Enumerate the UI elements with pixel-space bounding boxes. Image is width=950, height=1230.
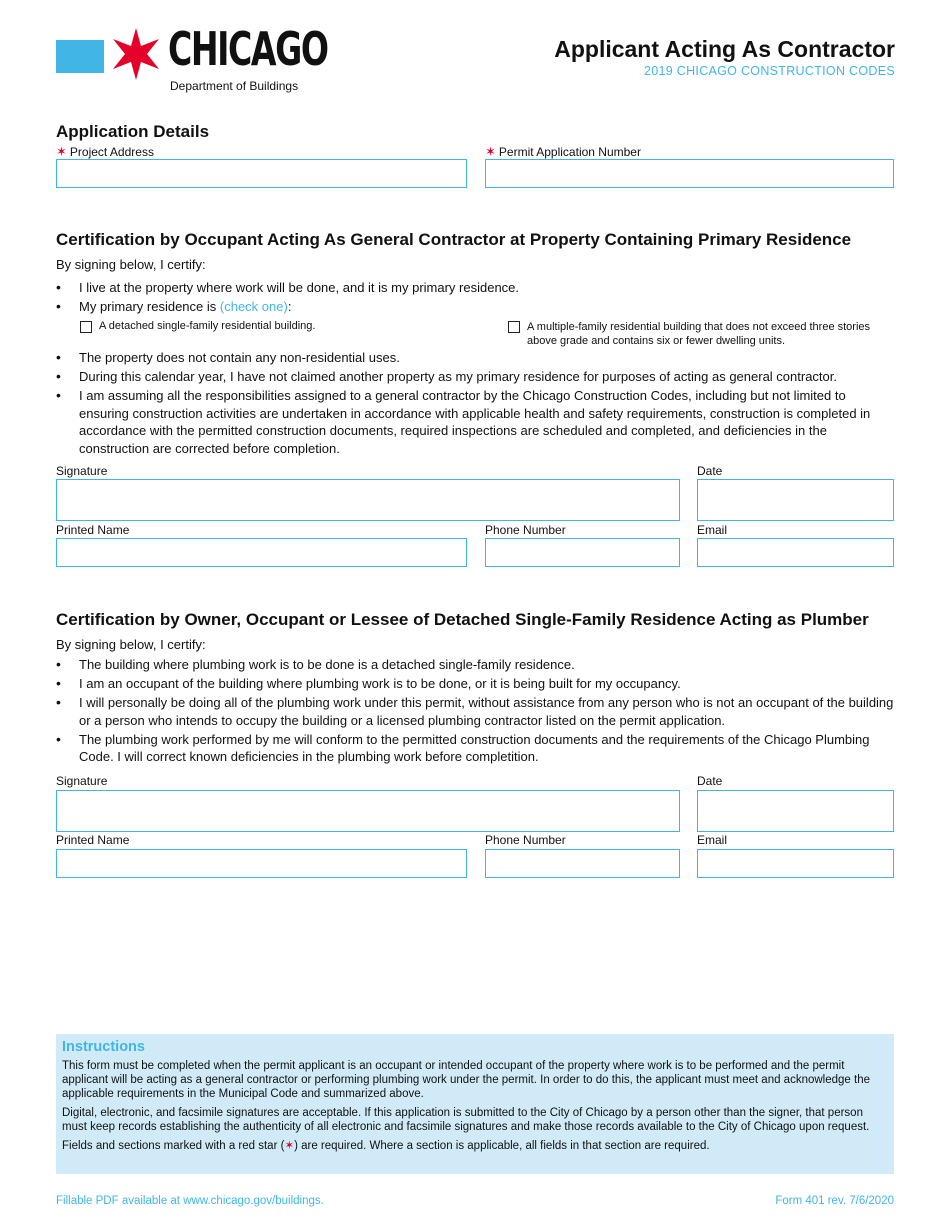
residence-option-multi-family[interactable]: A multiple-family residential building that does not exceed three stories above grade and contains six or fewer dwelling units. xyxy=(508,320,894,348)
checkbox-multiple-family[interactable] xyxy=(508,321,520,333)
plumber-email-label: Email xyxy=(697,833,728,847)
contractor-certification-heading: Certification by Occupant Acting As General Contractor at Property Containing Primary Residence xyxy=(56,230,852,249)
list-item: • The building where plumbing work is to be done is a detached single-family residence. xyxy=(56,656,898,674)
plumber-certification-list xyxy=(56,656,898,767)
list-item: • I am an occupant of the building where plumbing work is to be done, or it is being built for my occupancy. xyxy=(56,675,898,693)
contractor-printed-name-field[interactable] xyxy=(56,538,467,567)
list-item: • I am assuming all the responsibilities assigned to a general contractor by the Chicago Construction Codes, including but not limited to ensuring construction activities are undertaken in accordance with applicable health and safety requirements, construction is completed in accordance with the permitted construction documents, required inspections are scheduled and completed, and deficiencies in the construction are corrected before completion. xyxy=(56,387,898,457)
contractor-signature-field[interactable] xyxy=(56,479,680,521)
contractor-certification-list xyxy=(56,279,898,317)
required-star-icon: ✶ xyxy=(485,144,496,159)
contractor-email-field[interactable] xyxy=(697,538,894,567)
contractor-certification-list-continued xyxy=(56,349,898,459)
instructions-paragraph: Digital, electronic, and facsimile signatures are acceptable. If this application is submitted to the City of Chicago by a person other than the signer, that person must keep records establishing the authenticity of all electronic and facsimile signatures and make those records available to the City of Chicago upon request. xyxy=(62,1107,870,1133)
list-item: • During this calendar year, I have not claimed another property as my primary residence for purposes of acting as general contractor. xyxy=(56,368,898,386)
contractor-date-field[interactable] xyxy=(697,479,894,521)
plumber-certification-heading: Certification by Owner, Occupant or Lessee of Detached Single-Family Residence Acting as Plumber xyxy=(56,610,869,629)
check-one-hint: (check one) xyxy=(219,299,288,314)
contractor-signature-label: Signature xyxy=(56,464,108,478)
plumber-certification-intro: By signing below, I certify: xyxy=(56,637,206,652)
plumber-signature-label: Signature xyxy=(56,774,108,788)
permit-number-label: ✶ Permit Application Number xyxy=(485,144,641,159)
plumber-signature-field[interactable] xyxy=(56,790,680,832)
list-item: • I will personally be doing all of the plumbing work under this permit, without assistance from any person who is not an occupant of the building or a person who intends to occupy the building or a licensed plumbing contractor listed on the permit application. xyxy=(56,694,898,729)
page-title: Applicant Acting As Contractor xyxy=(554,36,895,62)
contractor-printed-name-label: Printed Name xyxy=(56,523,130,537)
instructions-title: Instructions xyxy=(62,1039,145,1055)
contractor-email-label: Email xyxy=(697,523,728,537)
instructions-paragraph: Fields and sections marked with a red star (✶) are required. Where a section is applicable, all fields in that section are required. xyxy=(62,1140,710,1152)
plumber-printed-name-label: Printed Name xyxy=(56,833,130,847)
contractor-certification-intro: By signing below, I certify: xyxy=(56,257,206,272)
plumber-printed-name-field[interactable] xyxy=(56,849,467,878)
plumber-phone-field[interactable] xyxy=(485,849,680,878)
contractor-phone-field[interactable] xyxy=(485,538,680,567)
residence-option-detached[interactable]: A detached single-family residential building. xyxy=(80,320,480,333)
project-address-label: ✶ Project Address xyxy=(56,144,154,159)
required-star-icon: ✶ xyxy=(284,1140,295,1152)
application-details-heading: Application Details xyxy=(56,122,210,141)
required-star-icon: ✶ xyxy=(56,144,67,159)
contractor-date-label: Date xyxy=(697,464,723,478)
plumber-email-field[interactable] xyxy=(697,849,894,878)
list-item: • The plumbing work performed by me will conform to the permitted construction documents and the requirements of the Chicago Plumbing Code. I will correct known deficiencies in the plumbing work before completition. xyxy=(56,731,898,766)
list-item: • My primary residence is (check one): xyxy=(56,298,898,316)
logo-city-name: CHICAGO xyxy=(168,22,328,76)
logo-blue-bar xyxy=(56,40,104,73)
plumber-date-field[interactable] xyxy=(697,790,894,832)
logo-department-name: Department of Buildings xyxy=(170,79,299,93)
footer-link-text: Fillable PDF available at www.chicago.gov/buildings. xyxy=(56,1195,324,1207)
list-item: • I live at the property where work will be done, and it is my primary residence. xyxy=(56,279,898,297)
project-address-field[interactable] xyxy=(56,159,467,188)
page-subtitle: 2019 CHICAGO CONSTRUCTION CODES xyxy=(643,64,895,78)
form-revision: Form 401 rev. 7/6/2020 xyxy=(775,1195,894,1207)
permit-number-field[interactable] xyxy=(485,159,894,188)
chicago-star-icon xyxy=(108,26,164,82)
instructions-paragraph: This form must be completed when the permit applicant is an occupant or intended occupant of the property where work is to be performed and the permit applicant will be acting as a general contractor or performing plumbing work under the permit. In order to do this, the applicant must meet and acknowledge the applicable requirements in the Municipal Code and summarized above. xyxy=(62,1060,870,1100)
list-item: • The property does not contain any non-residential uses. xyxy=(56,349,898,367)
plumber-phone-label: Phone Number xyxy=(485,833,566,847)
plumber-date-label: Date xyxy=(697,774,723,788)
instructions-panel xyxy=(56,1034,894,1174)
checkbox-detached-single-family[interactable] xyxy=(80,321,92,333)
contractor-phone-label: Phone Number xyxy=(485,523,566,537)
